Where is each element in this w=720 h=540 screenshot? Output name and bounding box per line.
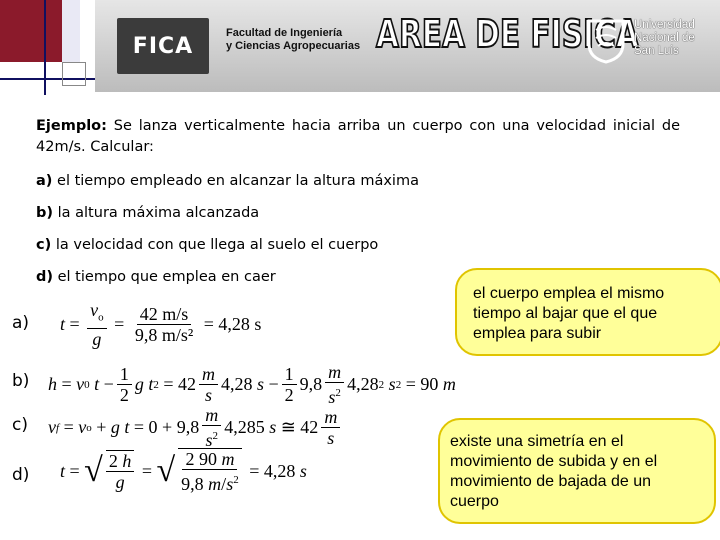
corner-decoration: [0, 0, 95, 95]
equation-c: v f = v o + g t = 0 + 9,8 $\frac{m}{s^2}$ 4,285 s ≅ 42 $\frac{m}{s}$: [48, 405, 343, 450]
problem-text: Se lanza verticalmente hacia arriba un cuerpo con una velocidad inicial de 42m/s. Calcular:: [36, 118, 681, 155]
equation-b: h = v 0 t − $\frac{1}{2}$ g t 2 = 42 $\frac{m}{s}$ 4,28 s − $\frac{1}{2}$ 9,8 $\frac{m}{s^2}$ 4,28 2 s 2 = 90 m: [48, 362, 456, 407]
solution-label-d: d): [12, 465, 30, 485]
callout-same-time: el cuerpo emplea el mismo tiempo al bajar que el que emplea para subir: [455, 268, 720, 356]
university-name: Universidad Nacional de San Luis: [634, 19, 695, 57]
problem-statement: [36, 116, 680, 158]
equation-d: t = √ $\frac{2 h}{g}$ = √ $\frac{2 90 m}{9,8 m/s^2}$ = 4,28 s: [60, 449, 307, 494]
equation-a: t = $\frac{v_o}{g}$ = $\frac{42 m/s}{\text{9,8 m/s²}}$ = 4,28 s: [60, 300, 262, 349]
callout-symmetry: existe una simetría en el movimiento de subida y en el movimiento de bajada de un cuerpo: [438, 418, 716, 524]
problem-item: a) el tiempo empleado en alcanzar la altura máxima: [36, 173, 419, 189]
area-title: AREA DE FISICA: [376, 12, 639, 56]
solution-label-a: a): [12, 313, 30, 333]
problem-item: d) el tiempo que emplea en caer: [36, 269, 276, 285]
problem-label: Ejemplo:: [36, 118, 107, 134]
university-shield-icon: [586, 18, 626, 64]
problem-item: c) la velocidad con que llega al suelo el cuerpo: [36, 237, 379, 253]
problem-item: b) la altura máxima alcanzada: [36, 205, 260, 221]
solution-label-b: b): [12, 371, 30, 391]
faculty-name: Facultad de Ingeniería y Ciencias Agropecuarias: [226, 27, 361, 52]
solution-label-c: c): [12, 415, 28, 435]
fica-logo: FICA: [117, 18, 209, 74]
